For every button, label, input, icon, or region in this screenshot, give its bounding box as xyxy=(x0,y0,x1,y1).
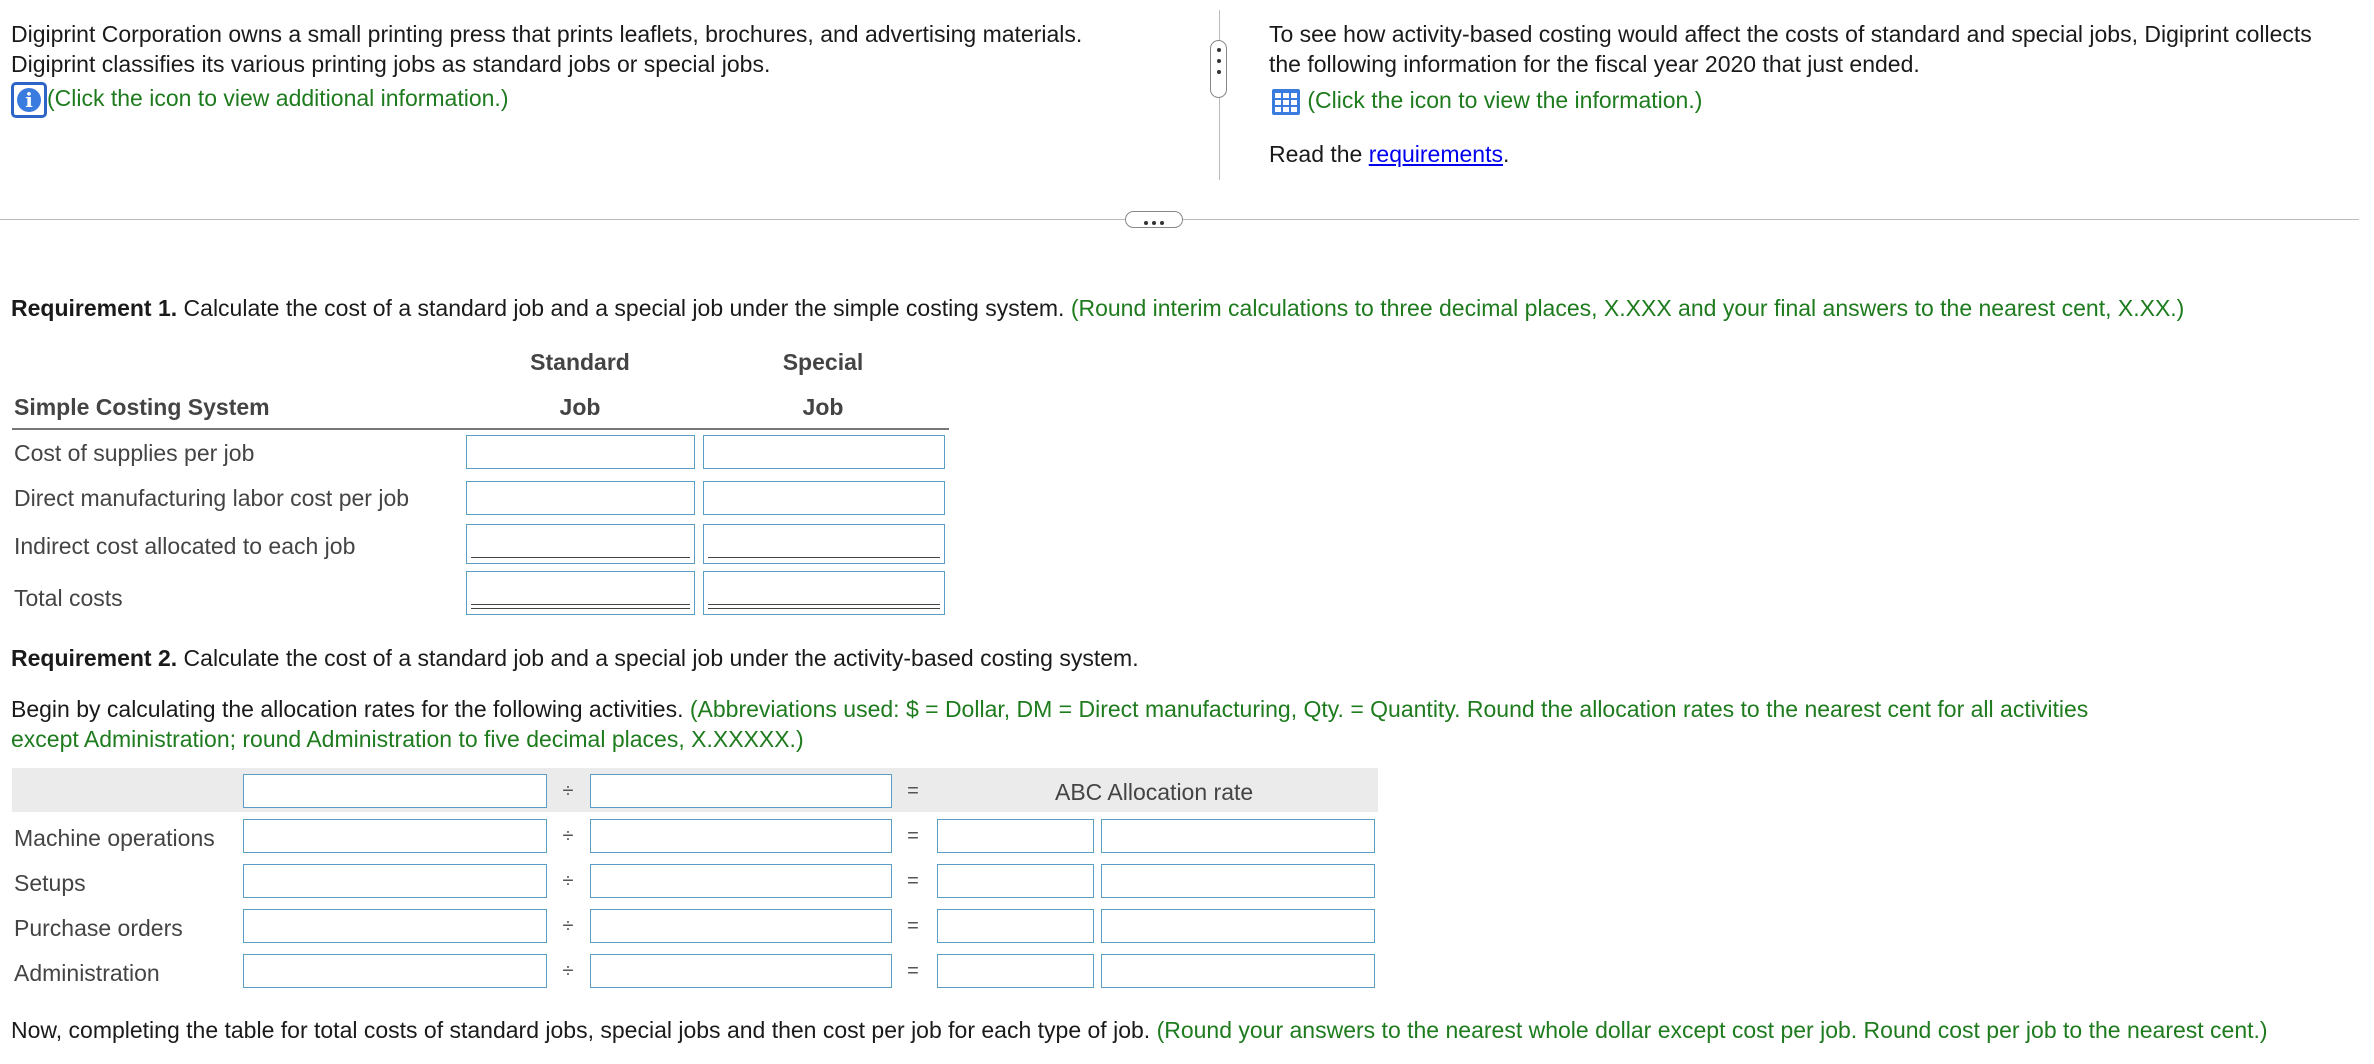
vertical-resize-handle[interactable] xyxy=(1210,40,1227,98)
completion-note: (Round your answers to the nearest whole dollar except cost per job. Round cost per job to the nearest cent.) xyxy=(1156,1017,2268,1043)
setups-denominator-input[interactable] xyxy=(590,864,892,898)
divide-symbol: ÷ xyxy=(562,825,574,847)
row-label-supplies: Cost of supplies per job xyxy=(14,440,255,466)
requirement-1-text: Calculate the cost of a standard job and a special job under the simple costing system. xyxy=(177,295,1071,321)
special-col-header-top: Special xyxy=(782,349,864,375)
activity-label-setups: Setups xyxy=(14,870,86,896)
requirement-2-text: Calculate the cost of a standard job and a special job under the activity-based costing system. xyxy=(177,645,1139,671)
allocation-note-2: except Administration; round Administration to five decimal places, X.XXXXX.) xyxy=(11,726,804,752)
row-label-labor: Direct manufacturing labor cost per job xyxy=(14,485,410,511)
setups-rate-unit-input[interactable] xyxy=(1101,864,1375,898)
requirement-1-label: Requirement 1. xyxy=(11,295,178,321)
setups-numerator-input[interactable] xyxy=(243,864,547,898)
activity-label-machine: Machine operations xyxy=(14,825,215,851)
equals-symbol: = xyxy=(907,960,919,982)
view-info-row xyxy=(1271,85,1702,116)
purchase-orders-rate-unit-input[interactable] xyxy=(1101,909,1375,943)
horizontal-resize-handle[interactable] xyxy=(1125,211,1183,228)
divide-symbol: ÷ xyxy=(562,960,574,982)
read-prefix: Read the xyxy=(1269,141,1369,167)
standard-col-header-top: Standard xyxy=(530,349,630,375)
abc-header-numerator-input[interactable] xyxy=(243,774,547,808)
right-panel-line-2: the following information for the fiscal year 2020 that just ended. xyxy=(1269,51,1920,77)
row-label-total: Total costs xyxy=(14,585,123,611)
equals-symbol: = xyxy=(907,915,919,937)
abc-header-denominator-input[interactable] xyxy=(590,774,892,808)
read-suffix: . xyxy=(1502,141,1510,167)
additional-info-row xyxy=(11,82,508,118)
special-supplies-input[interactable] xyxy=(703,435,945,469)
requirements-link[interactable]: requirements xyxy=(1368,141,1503,167)
special-col-header-bottom: Job xyxy=(802,394,844,420)
standard-total-input[interactable] xyxy=(466,571,695,615)
purchase-orders-numerator-input[interactable] xyxy=(243,909,547,943)
special-total-input[interactable] xyxy=(703,571,945,615)
activity-label-administration: Administration xyxy=(14,960,160,986)
table-header-rule xyxy=(12,428,949,430)
divide-symbol: ÷ xyxy=(562,780,574,802)
purchase-orders-denominator-input[interactable] xyxy=(590,909,892,943)
divide-symbol: ÷ xyxy=(562,915,574,937)
allocation-note-1: (Abbreviations used: $ = Dollar, DM = Direct manufacturing, Qty. = Quantity. Round the allocation rates to the nearest cent for all activities xyxy=(689,696,2089,722)
setups-rate-input[interactable] xyxy=(937,864,1094,898)
completion-instruction xyxy=(11,1015,2268,1045)
right-panel-text xyxy=(1269,19,2312,79)
special-labor-input[interactable] xyxy=(703,481,945,515)
intro-text xyxy=(11,19,1082,79)
requirement-2-instruction xyxy=(11,643,1139,673)
standard-labor-input[interactable] xyxy=(466,481,695,515)
row-label-indirect: Indirect cost allocated to each job xyxy=(14,533,356,559)
intro-line-1: Digiprint Corporation owns a small printing press that prints leaflets, brochures, and advertising materials. xyxy=(11,21,1083,47)
abc-allocation-rate-header: ABC Allocation rate xyxy=(1055,779,1254,805)
requirement-1-instruction xyxy=(11,293,2184,323)
divide-symbol: ÷ xyxy=(562,870,574,892)
administration-numerator-input[interactable] xyxy=(243,954,547,988)
standard-col-header-bottom: Job xyxy=(559,394,601,420)
equals-symbol: = xyxy=(907,825,919,847)
standard-indirect-input[interactable] xyxy=(466,524,695,564)
additional-info-link[interactable]: (Click the icon to view additional information.) xyxy=(47,85,509,112)
administration-denominator-input[interactable] xyxy=(590,954,892,988)
table-grid-icon[interactable] xyxy=(1271,88,1301,116)
intro-line-2: Digiprint classifies its various printing jobs as standard jobs or special jobs. xyxy=(11,51,771,77)
completion-text: Now, completing the table for total costs of standard jobs, special jobs and then cost per job for each type of job. xyxy=(11,1017,1157,1043)
machine-numerator-input[interactable] xyxy=(243,819,547,853)
allocation-begin-text: Begin by calculating the allocation rates for the following activities. xyxy=(11,696,690,722)
info-icon[interactable]: i xyxy=(11,82,47,118)
equals-symbol: = xyxy=(907,780,919,802)
view-info-link[interactable]: (Click the icon to view the information.) xyxy=(1307,87,1703,113)
right-panel-line-1: To see how activity-based costing would affect the costs of standard and special jobs, Digiprint collects xyxy=(1269,21,2312,47)
special-indirect-input[interactable] xyxy=(703,524,945,564)
requirement-2-label: Requirement 2. xyxy=(11,645,178,671)
allocation-instruction xyxy=(11,694,2088,754)
administration-rate-input[interactable] xyxy=(937,954,1094,988)
read-requirements-row xyxy=(1269,139,1509,169)
machine-rate-unit-input[interactable] xyxy=(1101,819,1375,853)
administration-rate-unit-input[interactable] xyxy=(1101,954,1375,988)
machine-denominator-input[interactable] xyxy=(590,819,892,853)
requirement-1-note: (Round interim calculations to three decimal places, X.XXX and your final answers to the nearest cent, X.XX.) xyxy=(1070,295,2185,321)
simple-costing-header: Simple Costing System xyxy=(14,394,270,420)
activity-label-purchase-orders: Purchase orders xyxy=(14,915,183,941)
machine-rate-input[interactable] xyxy=(937,819,1094,853)
standard-supplies-input[interactable] xyxy=(466,435,695,469)
equals-symbol: = xyxy=(907,870,919,892)
purchase-orders-rate-input[interactable] xyxy=(937,909,1094,943)
